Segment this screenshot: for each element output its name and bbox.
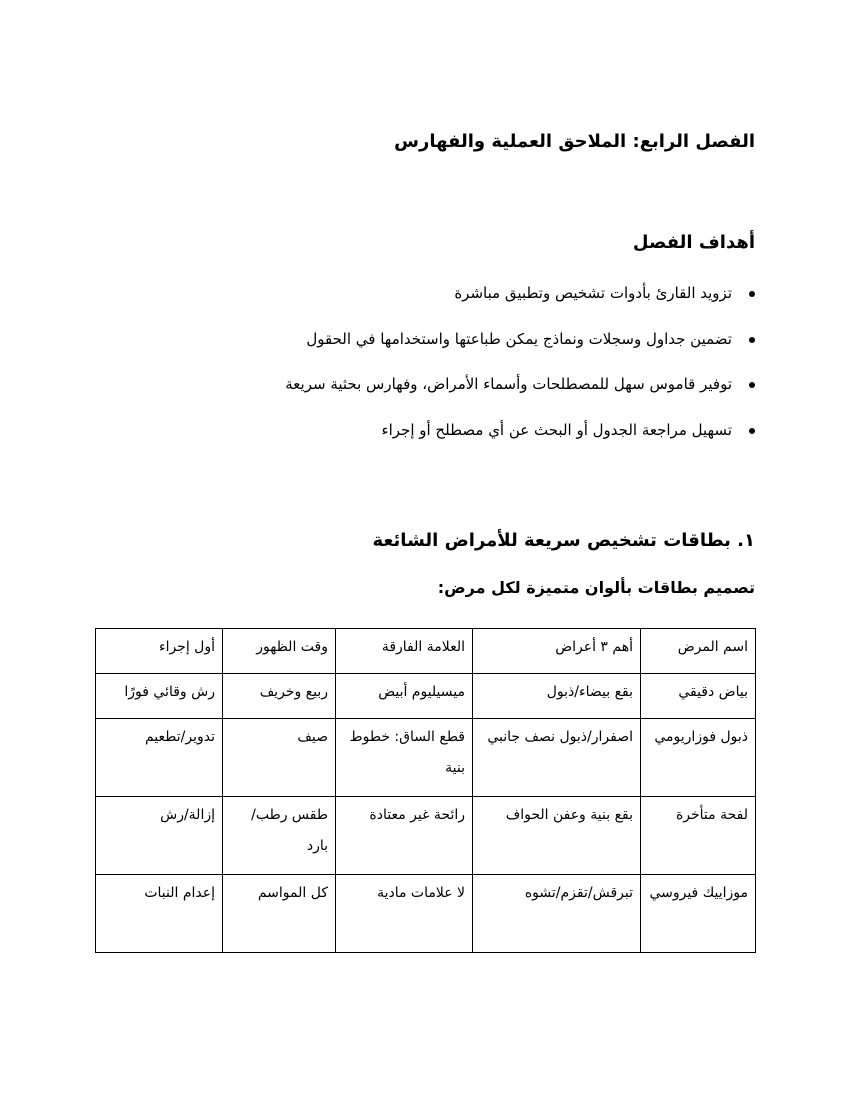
table-cell: رش وقائي فورًا	[96, 674, 223, 719]
objective-item	[285, 284, 755, 330]
table-row	[96, 875, 756, 953]
table-cell: كل المواسم	[223, 875, 336, 953]
header-cell-distinctive-sign: العلامة الفارقة	[336, 629, 473, 674]
table-cell: ذبول فوزاريومي	[641, 719, 756, 797]
table-cell: لا علامات مادية	[336, 875, 473, 953]
table-cell: ربيع وخريف	[223, 674, 336, 719]
objectives-heading: أهداف الفصل	[632, 232, 755, 253]
objective-item	[285, 330, 755, 376]
objective-item	[285, 421, 755, 467]
table-cell: صيف	[223, 719, 336, 797]
objective-text: تضمين جداول وسجلات ونماذج يمكن طباعتها واستخدامها في الحقول	[306, 329, 732, 348]
table-cell: بقع بنية وعفن الحواف	[473, 797, 641, 875]
table-cell: بقع بيضاء/ذبول	[473, 674, 641, 719]
section-subtitle: تصميم بطاقات بألوان متميزة لكل مرض:	[437, 578, 755, 597]
objective-text: تزويد القارئ بأدوات تشخيص وتطبيق مباشرة	[454, 284, 732, 302]
objective-item	[285, 375, 755, 421]
table-header-row	[96, 629, 756, 674]
objective-text: توفير قاموس سهل للمصطلحات وأسماء الأمراض، وفهارس بحثية سريعة	[285, 375, 732, 394]
table-cell: رائحة غير معتادة	[336, 797, 473, 875]
header-cell-disease: اسم المرض	[641, 629, 756, 674]
table-cell: لفحة متأخرة	[641, 797, 756, 875]
chapter-title: الفصل الرابع: الملاحق العملية والفهارس	[394, 131, 755, 152]
bullet-icon	[749, 337, 755, 343]
header-cell-symptoms: أهم ٣ أعراض	[473, 629, 641, 674]
header-cell-appearance-time: وقت الظهور	[223, 629, 336, 674]
table-row	[96, 797, 756, 875]
table-cell: ميسيليوم أبيض	[336, 674, 473, 719]
bullet-icon	[749, 428, 755, 434]
section-title: ١. بطاقات تشخيص سريعة للأمراض الشائعة	[372, 530, 755, 551]
table-cell: إزالة/رش	[96, 797, 223, 875]
table-cell: موزاييك فيروسي	[641, 875, 756, 953]
table-cell: اصفرار/ذبول نصف جانبي	[473, 719, 641, 797]
table-row	[96, 719, 756, 797]
table-cell: قطع الساق: خطوط بنية	[336, 719, 473, 797]
bullet-icon	[749, 382, 755, 388]
table-cell: طقس رطب/بارد	[223, 797, 336, 875]
table-row	[96, 674, 756, 719]
bullet-icon	[749, 291, 755, 297]
table-cell: بياض دقيقي	[641, 674, 756, 719]
table-cell: تبرقش/تقزم/تشوه	[473, 875, 641, 953]
diagnosis-table	[95, 628, 756, 953]
objectives-list	[285, 284, 755, 467]
header-cell-first-action: أول إجراء	[96, 629, 223, 674]
objective-text: تسهيل مراجعة الجدول أو البحث عن أي مصطلح أو إجراء	[381, 421, 732, 440]
table-cell: إعدام النبات	[96, 875, 223, 953]
table-cell: تدوير/تطعيم	[96, 719, 223, 797]
